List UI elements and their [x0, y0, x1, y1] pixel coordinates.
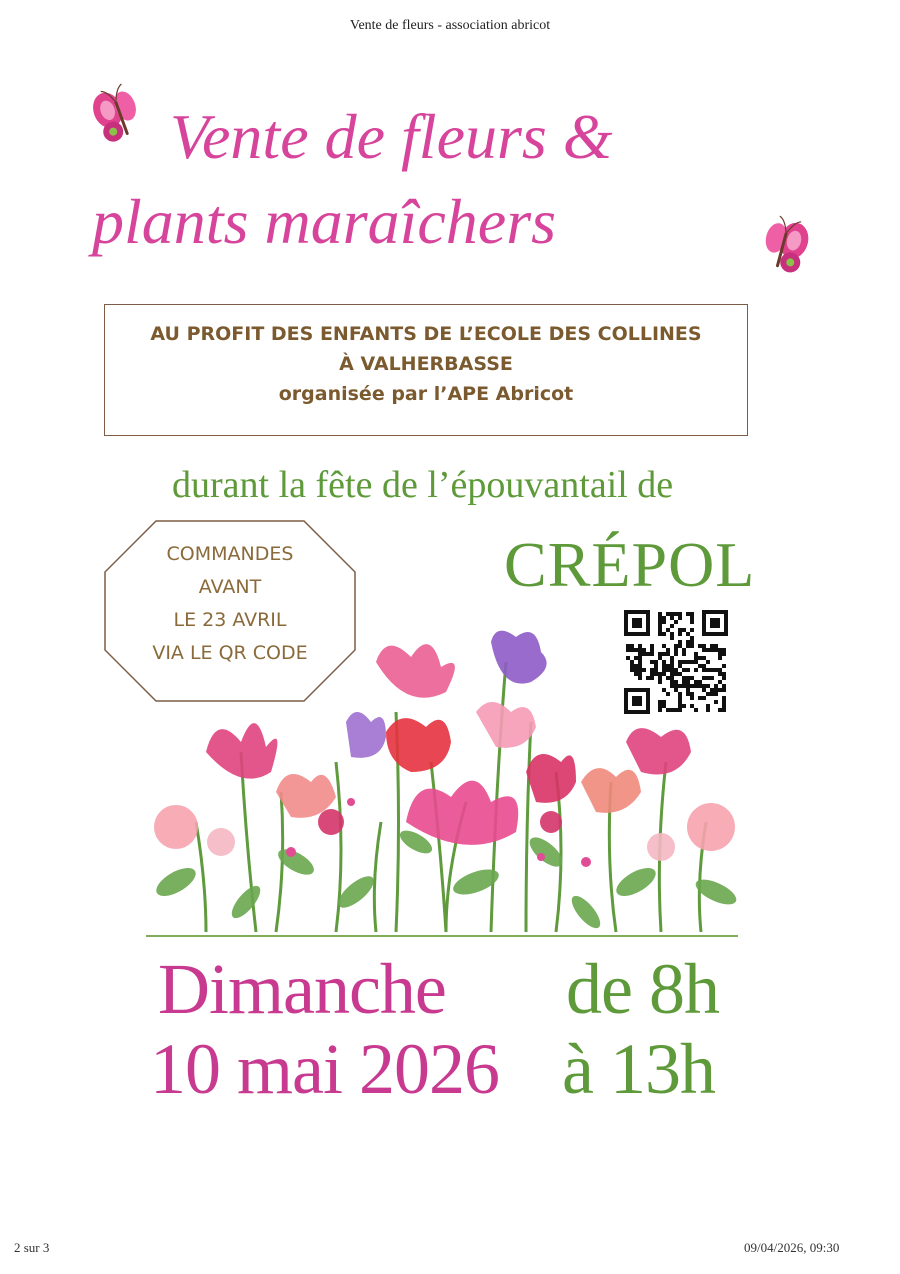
print-timestamp: 09/04/2026, 09:30 [744, 1240, 840, 1255]
event-place: CRÉPOL [504, 529, 756, 600]
event-line: durant la fête de l’épouvantail de [172, 464, 674, 506]
orders-line: VIA LE QR CODE [152, 642, 308, 664]
page-header-title: Vente de fleurs - association abricot [349, 18, 551, 33]
butterfly-icon [748, 212, 818, 282]
event-end-time: à 13h [562, 1029, 715, 1109]
flower-illustration [146, 622, 746, 938]
orders-line: AVANT [198, 576, 262, 598]
orders-line: LE 23 AVRIL [173, 609, 287, 631]
beneficiary-info-box [104, 304, 748, 436]
event-day: Dimanche [158, 949, 446, 1029]
ground-line [146, 935, 738, 937]
page-number: 2 sur 3 [14, 1240, 50, 1255]
butterfly-icon [86, 80, 156, 150]
organizer-line: organisée par l’APE Abricot [278, 383, 574, 405]
orders-line: COMMANDES [166, 543, 294, 565]
headline-line-2: plants maraîchers [92, 186, 556, 257]
headline-line-1: Vente de fleurs & [170, 101, 613, 172]
event-date: 10 mai 2026 [150, 1029, 499, 1109]
location-line: À VALHERBASSE [339, 353, 513, 375]
event-start-time: de 8h [566, 949, 719, 1029]
beneficiary-line: AU PROFIT DES ENFANTS DE L’ECOLE DES COLLINES [150, 323, 702, 345]
